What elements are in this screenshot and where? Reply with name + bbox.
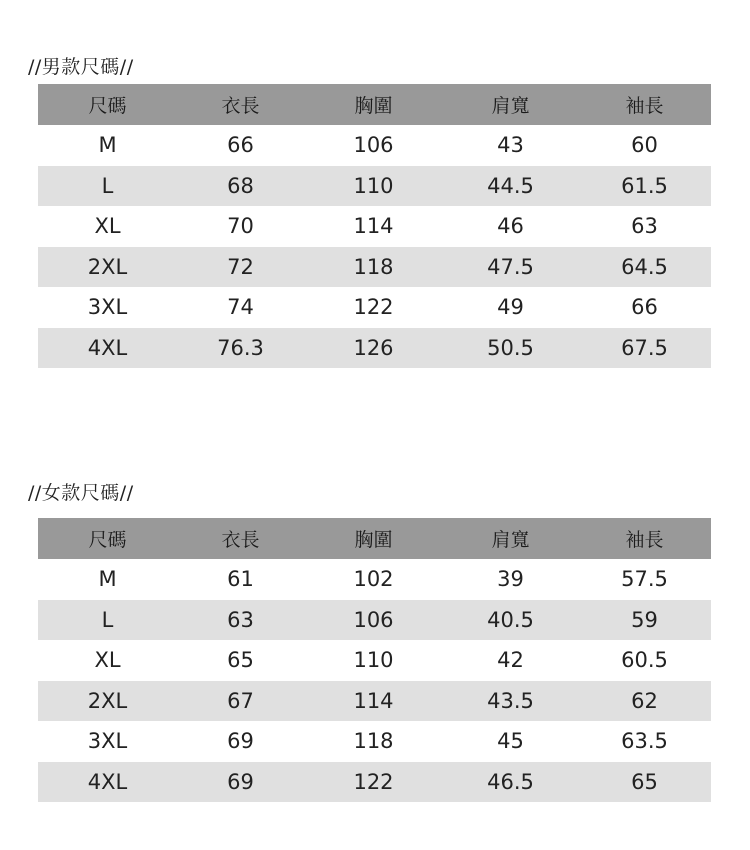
cell-size: 4XL xyxy=(38,328,177,369)
cell-size: 3XL xyxy=(38,721,177,762)
cell-sleeve: 61.5 xyxy=(578,166,711,207)
cell-length: 66 xyxy=(177,125,304,166)
header-length: 衣長 xyxy=(177,84,304,125)
cell-length: 67 xyxy=(177,681,304,722)
table-row xyxy=(38,328,711,369)
table-row xyxy=(38,247,711,288)
cell-sleeve: 60 xyxy=(578,125,711,166)
cell-chest: 106 xyxy=(304,600,443,641)
table-row xyxy=(38,166,711,207)
table-row xyxy=(38,206,711,247)
womens-size-title: //女款尺碼// xyxy=(28,482,134,504)
cell-chest: 118 xyxy=(304,721,443,762)
cell-size: 2XL xyxy=(38,681,177,722)
cell-length: 65 xyxy=(177,640,304,681)
cell-shoulder: 43.5 xyxy=(443,681,578,722)
cell-sleeve: 57.5 xyxy=(578,559,711,600)
cell-sleeve: 62 xyxy=(578,681,711,722)
table-row xyxy=(38,721,711,762)
header-shoulder: 肩寬 xyxy=(443,518,578,559)
cell-shoulder: 42 xyxy=(443,640,578,681)
cell-chest: 102 xyxy=(304,559,443,600)
header-sleeve: 袖長 xyxy=(578,518,711,559)
cell-chest: 114 xyxy=(304,206,443,247)
table-row xyxy=(38,600,711,641)
cell-shoulder: 43 xyxy=(443,125,578,166)
cell-shoulder: 49 xyxy=(443,287,578,328)
cell-shoulder: 44.5 xyxy=(443,166,578,207)
cell-length: 69 xyxy=(177,721,304,762)
header-size: 尺碼 xyxy=(38,518,177,559)
cell-sleeve: 66 xyxy=(578,287,711,328)
cell-sleeve: 65 xyxy=(578,762,711,803)
cell-shoulder: 46 xyxy=(443,206,578,247)
cell-size: 2XL xyxy=(38,247,177,288)
cell-shoulder: 47.5 xyxy=(443,247,578,288)
table-header-row xyxy=(38,518,711,559)
cell-size: 3XL xyxy=(38,287,177,328)
cell-size: XL xyxy=(38,640,177,681)
header-chest: 胸圍 xyxy=(304,518,443,559)
cell-size: M xyxy=(38,125,177,166)
table-row xyxy=(38,640,711,681)
cell-length: 68 xyxy=(177,166,304,207)
header-length: 衣長 xyxy=(177,518,304,559)
mens-size-title: //男款尺碼// xyxy=(28,56,134,78)
mens-size-table xyxy=(38,84,711,368)
cell-chest: 110 xyxy=(304,166,443,207)
header-size: 尺碼 xyxy=(38,84,177,125)
table-row xyxy=(38,125,711,166)
table-row xyxy=(38,559,711,600)
cell-chest: 122 xyxy=(304,762,443,803)
cell-chest: 110 xyxy=(304,640,443,681)
cell-chest: 126 xyxy=(304,328,443,369)
cell-size: L xyxy=(38,166,177,207)
table-row xyxy=(38,762,711,803)
cell-shoulder: 46.5 xyxy=(443,762,578,803)
cell-length: 70 xyxy=(177,206,304,247)
cell-shoulder: 39 xyxy=(443,559,578,600)
cell-chest: 114 xyxy=(304,681,443,722)
cell-sleeve: 59 xyxy=(578,600,711,641)
cell-sleeve: 63.5 xyxy=(578,721,711,762)
cell-sleeve: 63 xyxy=(578,206,711,247)
cell-sleeve: 64.5 xyxy=(578,247,711,288)
table-row xyxy=(38,681,711,722)
cell-chest: 106 xyxy=(304,125,443,166)
header-sleeve: 袖長 xyxy=(578,84,711,125)
cell-sleeve: 67.5 xyxy=(578,328,711,369)
cell-sleeve: 60.5 xyxy=(578,640,711,681)
cell-shoulder: 50.5 xyxy=(443,328,578,369)
cell-chest: 122 xyxy=(304,287,443,328)
cell-shoulder: 40.5 xyxy=(443,600,578,641)
cell-length: 72 xyxy=(177,247,304,288)
header-shoulder: 肩寬 xyxy=(443,84,578,125)
cell-size: 4XL xyxy=(38,762,177,803)
cell-size: L xyxy=(38,600,177,641)
cell-chest: 118 xyxy=(304,247,443,288)
cell-length: 69 xyxy=(177,762,304,803)
womens-size-table xyxy=(38,518,711,802)
cell-length: 63 xyxy=(177,600,304,641)
cell-shoulder: 45 xyxy=(443,721,578,762)
cell-length: 61 xyxy=(177,559,304,600)
header-chest: 胸圍 xyxy=(304,84,443,125)
table-row xyxy=(38,287,711,328)
cell-size: XL xyxy=(38,206,177,247)
cell-size: M xyxy=(38,559,177,600)
cell-length: 74 xyxy=(177,287,304,328)
cell-length: 76.3 xyxy=(177,328,304,369)
table-header-row xyxy=(38,84,711,125)
